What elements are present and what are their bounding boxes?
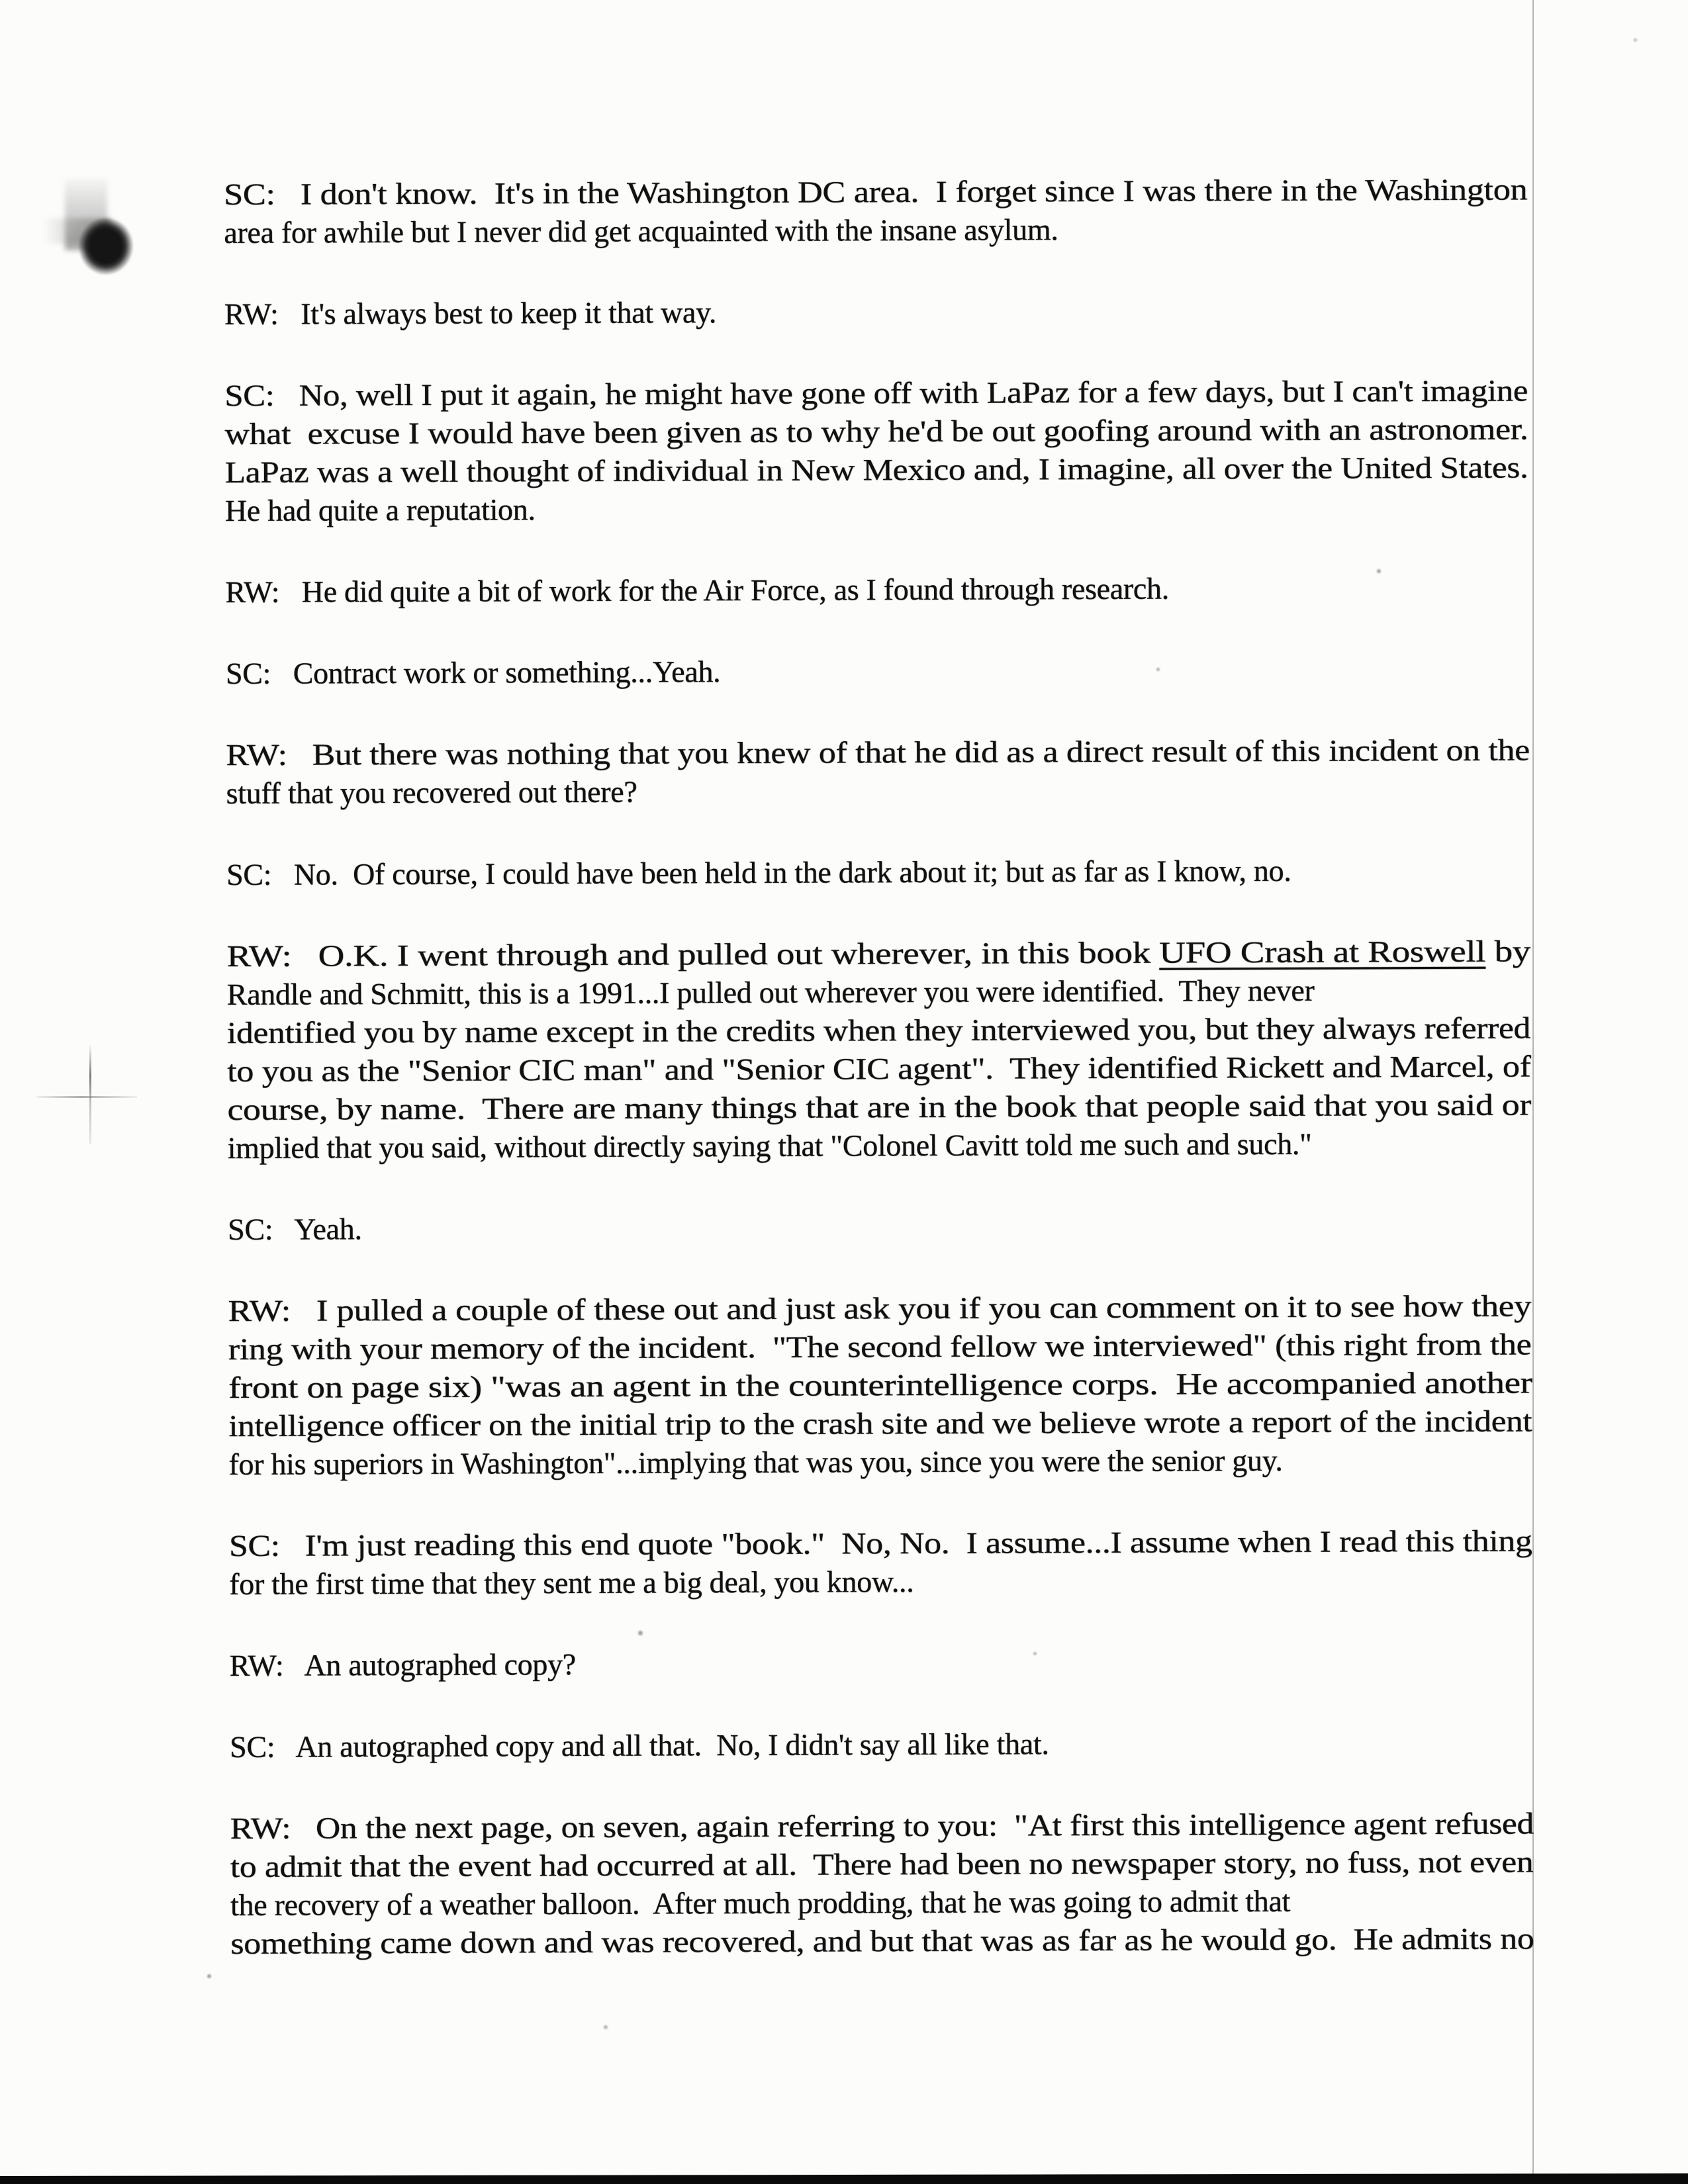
registration-cross-horizontal: [36, 1096, 137, 1098]
transcript-paragraph-rw: [225, 568, 1528, 612]
scan-speck: [604, 2025, 608, 2029]
transcript-paragraph-rw: [230, 1804, 1534, 1963]
transcript-paragraph-rw: [230, 1641, 1533, 1685]
transcript-line: course, by name. There are many things that are in the book that people said that you said or: [227, 1087, 1531, 1126]
transcript: [224, 170, 1534, 2006]
transcript-line: for his superiors in Washington"...implying that was you, since you were the senior guy.: [228, 1443, 1283, 1481]
transcript-line: stuff that you recovered out there?: [226, 774, 637, 810]
transcript-paragraph-sc: [226, 649, 1529, 693]
hole-punch-mark: [78, 217, 134, 275]
transcript-line: SC: An autographed copy and all that. No, I didn't say all like that.: [230, 1727, 1049, 1764]
transcript-line: identified you by name except in the credits when they interviewed you, but they always referred: [226, 1011, 1530, 1050]
scan-speck: [1377, 569, 1381, 573]
transcript-line: RW: An autographed copy?: [229, 1647, 576, 1682]
transcript-paragraph-rw: [226, 731, 1529, 813]
transcript-line: ring with your memory of the incident. "The second fellow we interviewed" (this right from the: [228, 1327, 1532, 1366]
transcript-paragraph-rw: [226, 932, 1530, 1167]
scan-speck: [1634, 38, 1637, 42]
transcript-line: for the first time that they sent me a big deal, you know...: [229, 1565, 914, 1601]
transcript-paragraph-rw: [224, 290, 1528, 334]
transcript-line: Randle and Schmitt, this is a 1991...I pulled out wherever you were identified. They never: [226, 973, 1315, 1011]
transcript-line: implied that you said, without directly saying that "Colonel Cavitt told me such and such.": [227, 1126, 1312, 1165]
transcript-line: He had quite a reputation.: [224, 492, 536, 527]
transcript-line: RW: O.K. I went through and pulled out wherever, in this book UFO Crash at Roswell by: [226, 934, 1531, 973]
transcript-paragraph-rw: [228, 1287, 1532, 1484]
transcript-line: RW: It's always best to keep it that way.: [224, 295, 717, 331]
transcript-line: SC: Yeah.: [228, 1212, 362, 1246]
book-title-underlined: UFO Crash at Roswell: [1159, 934, 1486, 970]
transcript-paragraph-sc: [228, 1205, 1531, 1249]
transcript-line: RW: He did quite a bit of work for the Air Force, as I found through research.: [225, 571, 1169, 609]
scanner-edge-bar: [0, 2173, 1688, 2184]
scan-speck: [638, 1631, 643, 1635]
scan-speck: [1156, 668, 1160, 671]
transcript-line: SC: I'm just reading this end quote "book." No, No. I assume...I assume when I read this thing: [228, 1524, 1532, 1563]
transcript-line: front on page six) "was an agent in the counterintelligence corps. He accompanied another: [228, 1365, 1532, 1404]
scan-speck: [1033, 1652, 1037, 1655]
registration-cross-vertical: [89, 1044, 91, 1144]
transcript-paragraph-sc: [230, 1723, 1533, 1766]
transcript-line: RW: I pulled a couple of these out and just ask you if you can comment on it to see how they: [228, 1289, 1532, 1328]
transcript-line: SC: I don't know. It's in the Washington DC area. I forget since I was there in the Washington: [224, 172, 1528, 211]
transcript-line: something came down and was recovered, and but that was as far as he would go. He admits no: [230, 1921, 1534, 1960]
transcript-line: RW: But there was nothing that you knew of that he did as a direct result of this incident on the: [226, 733, 1530, 772]
transcript-line: SC: Contract work or something...Yeah.: [225, 655, 721, 690]
transcript-line: to you as the "Senior CIC man" and "Senior CIC agent". They identified Rickett and Marcel, of: [227, 1049, 1531, 1088]
transcript-line: area for awhile but I never did get acquainted with the insane asylum.: [224, 212, 1058, 250]
transcript-line: the recovery of a weather balloon. After much prodding, that he was going to admit that: [230, 1884, 1291, 1922]
transcript-paragraph-sc: [229, 1522, 1532, 1604]
transcript-line: to admit that the event had occurred at all. There had been no newspaper story, no fuss, not even: [230, 1844, 1534, 1884]
transcript-line: RW: On the next page, on seven, again referring to you: "At first this intelligence agent refused: [230, 1806, 1534, 1845]
transcript-line: what excuse I would have been given as to why he'd be out goofing around with an astronomer.: [224, 412, 1528, 451]
transcript-line: intelligence officer on the initial trip to the crash site and we believe wrote a report of the incident: [228, 1404, 1532, 1443]
transcript-paragraph-sc: [224, 170, 1527, 252]
transcript-line: SC: No, well I put it again, he might have gone off with LaPaz for a few days, but I can't imagine: [224, 373, 1528, 412]
transcript-line: LaPaz was a well thought of individual in New Mexico and, I imagine, all over the United States.: [224, 450, 1528, 489]
scan-speck: [207, 1974, 211, 1978]
transcript-paragraph-sc: [224, 371, 1528, 530]
transcript-line: SC: No. Of course, I could have been held in the dark about it; but as far as I know, no.: [226, 853, 1291, 891]
transcript-paragraph-sc: [226, 850, 1530, 894]
